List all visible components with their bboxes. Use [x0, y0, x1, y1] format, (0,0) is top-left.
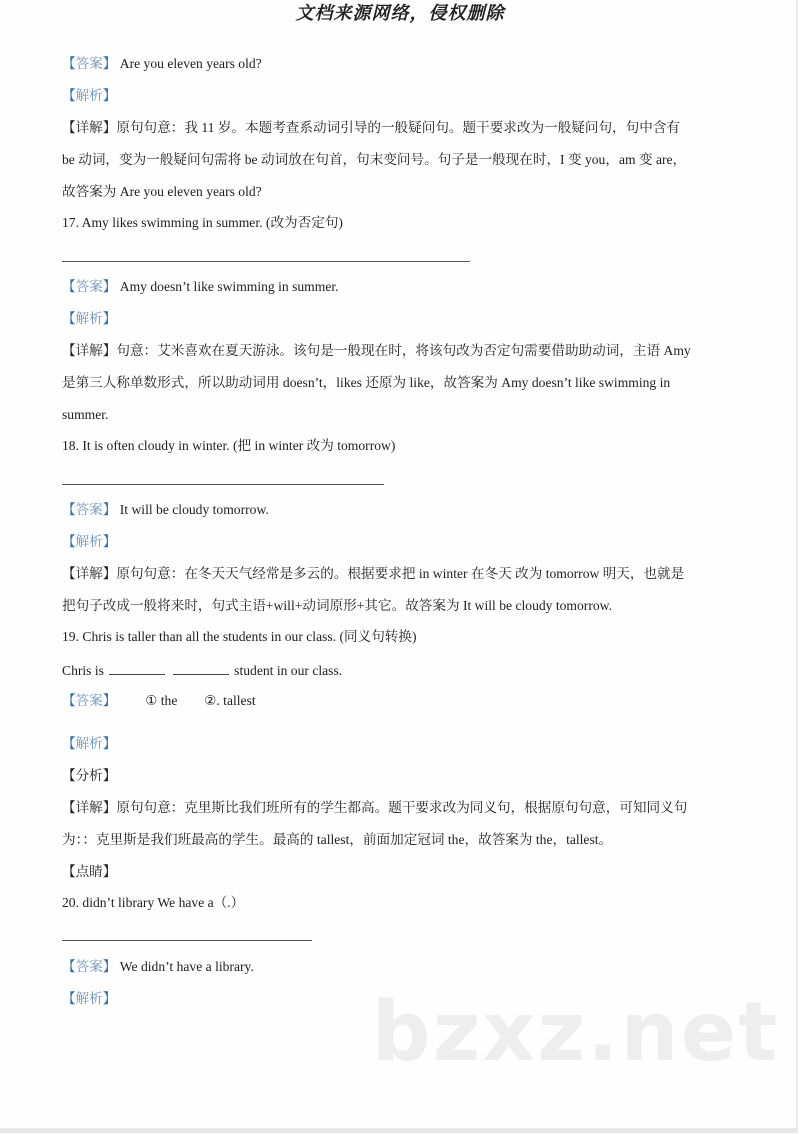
- fill-blank-1: [109, 661, 165, 675]
- bracket-open: 【: [62, 343, 76, 358]
- answer-label: 答案: [75, 279, 103, 294]
- analysis-heading-q20: [62, 990, 116, 1008]
- answer-text: Amy doesn’t like swimming in summer.: [119, 279, 339, 294]
- fill-blank-2: [173, 661, 229, 675]
- analysis-heading-q18: [62, 533, 116, 551]
- answer-line-q16: [62, 55, 262, 73]
- bracket-open: 【: [62, 566, 76, 581]
- detail-label: 详解: [75, 800, 103, 815]
- answer-label: 答案: [75, 56, 103, 71]
- bracket-open: 【: [62, 311, 76, 326]
- analysis-label: 解析: [75, 534, 103, 549]
- analysis-heading-q19: [62, 735, 116, 753]
- detail-line-q18-2: 把句子改成一般将来时，句式主语+will+动词原形+其它。故答案为 It will be cloudy tomorrow.: [62, 598, 612, 613]
- answer-label: 答案: [75, 693, 103, 708]
- bracket-open: 【: [62, 768, 76, 783]
- detail-line-q17-3: summer.: [62, 407, 109, 422]
- bracket-open: 【: [62, 56, 76, 71]
- fill-suffix: student in our class.: [234, 663, 343, 678]
- answer-line-q20: [62, 958, 254, 976]
- bracket-open: 【: [62, 120, 76, 135]
- detail-line-q17-2: 是第三人称单数形式，所以助动词用 doesn’t，likes 还原为 like，故答案为 Amy doesn’t like swimming in: [62, 375, 671, 390]
- bracket-open: 【: [62, 502, 76, 517]
- bracket-close: 】: [102, 534, 117, 549]
- bracket-close: 】: [102, 88, 117, 103]
- bracket-close: 】: [102, 991, 117, 1006]
- question-19: 19. Chris is taller than all the students in our class. (同义句转换): [62, 629, 417, 644]
- question-17: 17. Amy likes swimming in summer. (改为否定句): [62, 215, 343, 230]
- detail-line-q18-1: [62, 565, 684, 583]
- detail-line-q16-1: [62, 119, 680, 137]
- dianjing-heading-q19: [62, 863, 116, 881]
- detail-line-q16-3: 故答案为 Are you eleven years old?: [62, 184, 262, 199]
- bracket-close: 】: [102, 864, 117, 879]
- question-20: 20. didn’t library We have a（.）: [62, 895, 245, 910]
- detail-label: 详解: [75, 120, 103, 135]
- answer-blank-line-q20: [62, 940, 312, 941]
- answer-line-q17: [62, 278, 339, 296]
- answer-label: 答案: [75, 502, 103, 517]
- bracket-close: 】: [102, 693, 117, 708]
- detail-label: 详解: [75, 343, 103, 358]
- analysis-label: 解析: [75, 991, 103, 1006]
- answer-text: Are you eleven years old?: [119, 56, 262, 71]
- page-header-title: 文档来源网络，侵权删除: [295, 3, 505, 23]
- detail-text: 原句句意：我 11 岁。本题考查系动词引导的一般疑问句。题干要求改为一般疑问句，句中含有: [116, 120, 681, 135]
- answer-blank-line-q18: [62, 484, 384, 485]
- bracket-open: 【: [62, 800, 76, 815]
- detail-line-q19-2: 为：：克里斯是我们班最高的学生。最高的 tallest，前面加定冠词 the，故答案为 the，tallest。: [62, 832, 613, 847]
- fill-prefix: Chris is: [62, 663, 104, 678]
- detail-label: 详解: [75, 566, 103, 581]
- detail-text: 原句句意：克里斯比我们班所有的学生都高。题干要求改为同义句，根据原句句意，可知同义句: [116, 800, 688, 815]
- answer-text: It will be cloudy tomorrow.: [119, 502, 269, 517]
- bracket-open: 【: [62, 959, 76, 974]
- fill-in-sentence-q19: [62, 661, 342, 680]
- answer-line-q18: [62, 501, 269, 519]
- detail-line-q19-1: [62, 799, 687, 817]
- analysis-heading-q17: [62, 310, 116, 328]
- bracket-close: 】: [102, 502, 117, 517]
- question-18: 18. It is often cloudy in winter. (把 in winter 改为 tomorrow): [62, 438, 396, 453]
- detail-line-q17-1: [62, 342, 691, 360]
- answer-blank-2: ②. tallest: [204, 693, 256, 708]
- bracket-open: 【: [62, 991, 76, 1006]
- bracket-close: 】: [102, 566, 117, 581]
- bracket-open: 【: [62, 534, 76, 549]
- dianjing-label: 点睛: [75, 864, 103, 879]
- bracket-open: 【: [62, 279, 76, 294]
- bracket-open: 【: [62, 864, 76, 879]
- bracket-close: 】: [102, 768, 117, 783]
- bracket-close: 】: [102, 800, 117, 815]
- detail-text: 原句句意：在冬天天气经常是多云的。根据要求把 in winter 在冬天 改为 tomorrow 明天，也就是: [116, 566, 685, 581]
- answer-blank-1: ① the: [145, 693, 178, 708]
- bracket-close: 】: [102, 120, 117, 135]
- analysis-heading-q16: [62, 87, 116, 105]
- bracket-close: 】: [102, 736, 117, 751]
- detail-line-q16-2: be 动词，变为一般疑问句需将 be 动词放在句首，句末变问号。句子是一般现在时，I 变 you，am 变 are，: [62, 152, 687, 167]
- bracket-close: 】: [102, 56, 117, 71]
- bracket-close: 】: [102, 959, 117, 974]
- answer-line-q19: [62, 692, 256, 710]
- detail-text: 句意：艾米喜欢在夏天游泳。该句是一般现在时，将该句改为否定句需要借助助动词，主语 Amy: [116, 343, 691, 358]
- bracket-close: 】: [102, 279, 117, 294]
- answer-blank-line-q17: [62, 261, 470, 262]
- answer-text: We didn’t have a library.: [119, 959, 254, 974]
- fenxi-heading-q19: [62, 767, 116, 785]
- bracket-open: 【: [62, 693, 76, 708]
- bracket-open: 【: [62, 736, 76, 751]
- bracket-open: 【: [62, 88, 76, 103]
- analysis-label: 解析: [75, 88, 103, 103]
- analysis-label: 解析: [75, 736, 103, 751]
- fenxi-label: 分析: [75, 768, 103, 783]
- answer-label: 答案: [75, 959, 103, 974]
- watermark-text: bzxz.net: [372, 985, 780, 1080]
- bracket-close: 】: [102, 311, 117, 326]
- bracket-close: 】: [102, 343, 117, 358]
- analysis-label: 解析: [75, 311, 103, 326]
